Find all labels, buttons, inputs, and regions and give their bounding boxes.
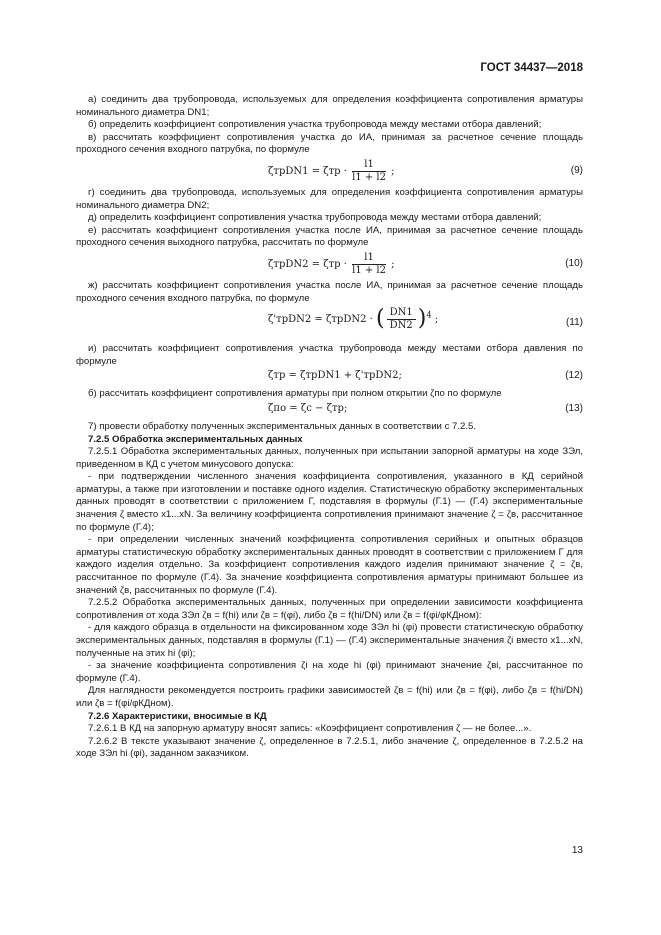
formula-9 xyxy=(76,157,583,187)
formula-11-numerator: DN1 xyxy=(387,307,416,320)
item-g: г) соединить два трубопровода, используемых для определения коэффициента сопротивления арматуры номинального диаметра DN2; xyxy=(76,186,583,211)
formula-11-denominator: DN2 xyxy=(389,320,413,332)
formula-10-tail: ; xyxy=(391,258,395,270)
formula-10-denominator: l1 + l2 xyxy=(352,264,386,276)
para-7-2-6-2: 7.2.6.2 В тексте указывают значение ζ, определенное в 7.2.5.1, либо значение ζ, определенное в 7.2.5.2 на ходе ЗЭл hi (φi), заданном заказчиком. xyxy=(76,735,583,760)
bullet-2: - при определении численных значений коэффициента сопротивления серийных и опытных образцов арматуры статистическую обработку экспериментальных данных проводят в соответствии с приложением Г для каждого изделия отдельно. За коэффициент сопротивления каждого изделия принимают значение ζ = ζв, рассчитанное по формуле (Г.4). За значение коэффициента сопротивления арматуры принимают большее из значений ζв, рассчитанных по формуле (Г.4). xyxy=(76,534,583,596)
formula-10-number: (10) xyxy=(565,257,583,269)
para-7-2-6-1: 7.2.6.1 В КД на запорную арматуру вносят запись: «Коэффициент сопротивления ζ — не более...». xyxy=(88,723,532,735)
formula-11-exponent: 4 xyxy=(426,309,432,320)
item-b: б) определить коэффициент сопротивления участка трубопровода между местами отбора давлений; xyxy=(88,119,542,131)
page-number: 13 xyxy=(571,845,583,856)
para-graph-recommendation: Для наглядности рекомендуется построить графики зависимостей ζв = f(hi) или ζв = f(φi), либо ζв = f(hi/DN) или ζв = f(φi/φКДном). xyxy=(76,685,583,709)
item-zh: ж) рассчитать коэффициент сопротивления участка после ИА, принимая за расчетное сечение площадь проходного сечения входного патрубка, по формуле xyxy=(76,279,583,304)
item-k: б) рассчитать коэффициент сопротивления арматуры при полном открытии ζпо по формуле xyxy=(88,388,502,400)
bullet-1: - при подтверждении численного значения коэффициента сопротивления, указанного в КД серийной арматуры, а также при изготовлении и поставке одного изделия. Статистическую обработку экспериментальных данных проводят в соответствии с приложением Г, подставляя в формулы (Г.1) — (Г.4) экспериментальные значения ζ вместо x1...xN. За величину коэффициента сопротивления принимают значение ζ = ζв, рассчитанное по формуле (Г.4); xyxy=(76,471,583,533)
item-d: д) определить коэффициент сопротивления участка трубопровода между местами отбора давлений; xyxy=(88,212,542,224)
formula-12-expr: ζтр = ζтрDN1 + ζ'трDN2; xyxy=(268,370,402,382)
item-a: а) соединить два трубопровода, используемых для определения коэффициента сопротивления арматуры номинального диаметра DN1; xyxy=(76,94,583,118)
item-v: в) рассчитать коэффициент сопротивления участка до ИА, принимая за расчетное сечение площадь проходного сечения входного патрубка, по формуле xyxy=(76,131,583,156)
item-e: е) рассчитать коэффициент сопротивления участка после ИА, принимая за расчетное сечение площадь проходного сечения выходного патрубка, рассчитать по формуле xyxy=(76,224,583,249)
formula-11: ζ'трDN2 = ζтрDN2 · ( $\frac{DN1}{DN2}$ )$^4$ ; (11) xyxy=(268,306,583,332)
formula-9-tail: ; xyxy=(391,165,395,177)
bullet-3: - для каждого образца в отдельности на фиксированном ходе ЗЭл hi (φi) провести статистическую обработку экспериментальных данных, подставляя в формулы (Г.1) — (Г.4) экспериментальные значения ζi вместо x1...xN, полученные на этих hi (φi); xyxy=(76,622,583,659)
formula-10-numerator: l1 xyxy=(352,252,386,265)
formula-13 xyxy=(76,401,583,421)
formula-11-lhs: ζ'трDN2 = ζтрDN2 · xyxy=(268,314,373,326)
document-id: ГОСТ 34437—2018 xyxy=(480,62,583,74)
para-7-2-5-1: 7.2.5.1 Обработка экспериментальных данных, полученных при испытании запорной арматуры на ходе ЗЭл, приведенном в КД с учетом минусового допуска: xyxy=(76,446,583,470)
formula-13-expr: ζпо = ζс − ζтр; xyxy=(268,402,348,414)
formula-10-lhs: ζтрDN2 = ζтр · xyxy=(268,258,347,270)
bullet-4: - за значение коэффициента сопротивления ζi на ходе hi (φi) принимают значение ζвi, рассчитанное по формуле (Г.4). xyxy=(76,660,583,684)
item-i: и) рассчитать коэффициент сопротивления участка трубопровода между местами отбора давления по формуле xyxy=(76,343,583,367)
item-l: 7) провести обработку полученных экспериментальных данных в соответствии с 7.2.5. xyxy=(88,420,477,432)
formula-9-lhs: ζтрDN1 = ζтр · xyxy=(268,165,347,177)
section-7-2-6-heading: 7.2.6 Характеристики, вносимые в КД xyxy=(88,710,267,722)
section-7-2-5-heading: 7.2.5 Обработка экспериментальных данных xyxy=(88,433,303,445)
formula-9-denominator: l1 + l2 xyxy=(352,171,386,183)
formula-9-number: (9) xyxy=(570,164,583,176)
formula-13-number: (13) xyxy=(565,402,583,414)
page-content xyxy=(76,94,583,761)
formula-12 xyxy=(76,368,583,388)
formula-11-number: (11) xyxy=(565,317,583,329)
formula-12-number: (12) xyxy=(565,370,583,382)
formula-11-tail: ; xyxy=(434,314,439,326)
formula-10 xyxy=(76,250,583,280)
para-7-2-5-2: 7.2.5.2 Обработка экспериментальных данных, полученных при определении зависимости коэффициента сопротивления от хода ЗЭл ζв = f(hi) или ζв = f(φi), либо ζв = f(hi/DN) или ζв = f(φi/φКДном): xyxy=(76,597,583,621)
formula-9-numerator: l1 xyxy=(352,159,386,172)
